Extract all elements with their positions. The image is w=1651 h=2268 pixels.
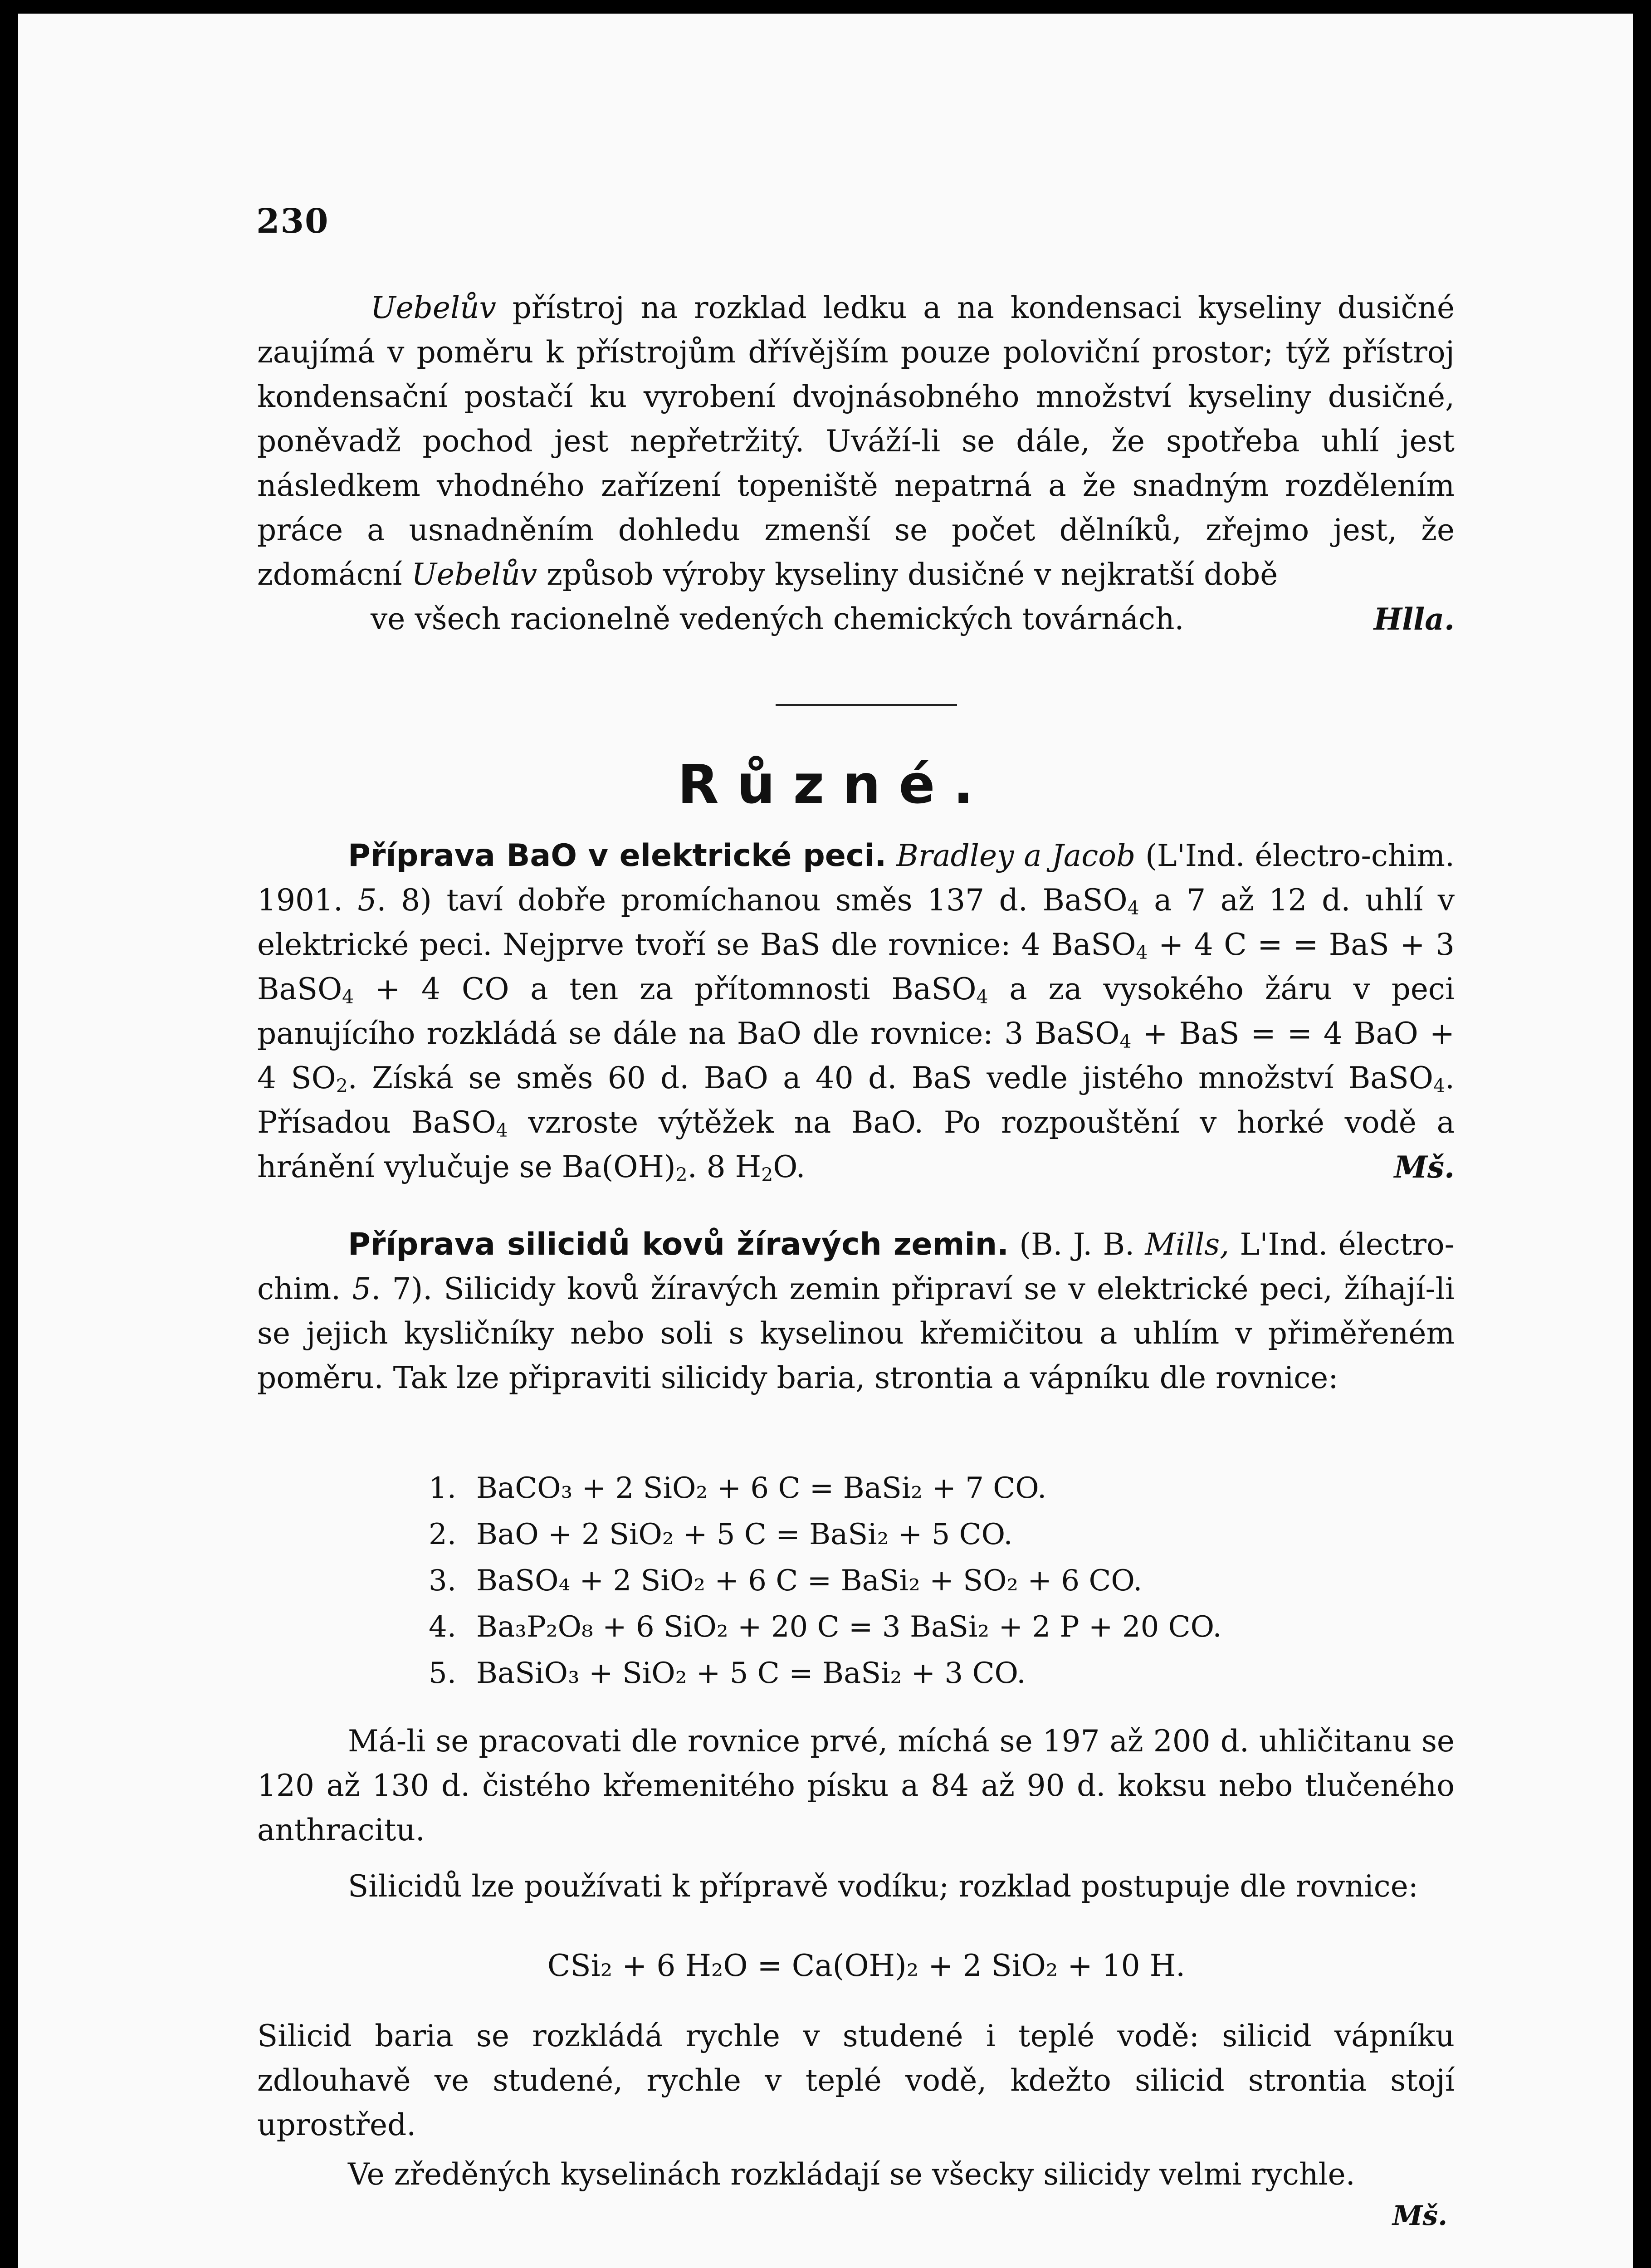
author-name: Uebelův [371, 290, 496, 325]
paragraph-text: (L'Ind. électro-chim. 1901. [257, 838, 1455, 918]
equation-number: 5. [429, 1657, 457, 1690]
subscript: 4 [496, 1119, 508, 1141]
paragraph-text: . Získá se směs 60 d. BaO a 40 d. BaS vedle jistého množství BaSO [347, 1061, 1433, 1095]
subscript: 4 [1433, 1075, 1446, 1097]
paragraph-text: a 7 až 12 d. uhlí v elektrické peci. Nejprve tvoří se BaS dle rovnice: 4 BaSO [257, 883, 1455, 962]
equation-row [429, 1558, 1222, 1604]
paragraph-vodik: Silicidů lze používati k přípravě vodíku; rozklad postupuje dle rovnice: [348, 1869, 1419, 1904]
paragraph-text: (B. J. B. [1008, 1227, 1145, 1262]
article-title: Příprava BaO v elektrické peci. [348, 838, 887, 874]
paragraph-text: způsob výroby kyseliny dusičné v nejkratší době [537, 557, 1278, 592]
equation-text: BaSiO₃ + SiO₂ + 5 C = BaSi₂ + 3 CO. [476, 1657, 1026, 1690]
paragraph-text: . 7). Silicidy kovů žíravých zemin připraví se v elektrické peci, žíhají-li se jejich kysličníky nebo soli s kyselinou křemičitou a uhlím v přiměřeném poměru. Tak lze připraviti silicidy baria, strontia a vápníku dle rovnice: [257, 1271, 1455, 1395]
section-heading: Různé. [677, 753, 992, 816]
document-page [18, 14, 1633, 2268]
paragraph-text: L'Ind. électro-chim. [257, 1227, 1455, 1306]
equation-row [429, 1604, 1222, 1650]
author-signature: Hlla. [1373, 601, 1455, 637]
subscript: 4 [342, 986, 354, 1008]
equation-number: 4. [429, 1610, 457, 1644]
author-name: Uebelův [411, 557, 537, 592]
article-authors: Bradley a Jacob [896, 838, 1136, 873]
paragraph-last-line: ve všech racionelně vedených chemických továrnách. [371, 601, 1184, 636]
paragraph-text: + BaS = = 4 BaO + 4 SO [257, 1016, 1455, 1095]
paragraph-bao [257, 834, 1455, 1189]
paragraph-text: . 8 H [687, 1149, 762, 1184]
subscript: 2 [761, 1164, 773, 1186]
equation-list [429, 1465, 1222, 1696]
subscript: 4 [1127, 897, 1139, 919]
paragraph-text: přístroj na rozklad ledku a na kondensaci kyseliny dusičné zaujímá v poměru k přístrojům dřívějším pouze poloviční prostor; týž přístroj kondensační postačí ku vyrobení dvojnásobného množství kyseliny dusičné, poněvadž pochod jest nepřetržitý. Uváží-li se dále, že spotřeba uhlí jest následkem vhodného zařízení topeniště nepatrná a že snadným rozdělením práce a usnadněním dohledu zmenší se počet dělníků, zřejmo jest, že zdomácní [257, 290, 1455, 592]
equation-text: BaSO₄ + 2 SiO₂ + 6 C = BaSi₂ + SO₂ + 6 CO. [476, 1564, 1143, 1598]
equation-text: BaO + 2 SiO₂ + 5 C = BaSi₂ + 5 CO. [476, 1518, 1013, 1551]
author-signature: Mš. [1394, 1149, 1455, 1185]
paragraph-rozklad: Silicid baria se rozkládá rychle v studené i teplé vodě: silicid vápníku zdlouhavě ve studené, rychle v teplé vodě, kdežto silicid strontia stojí uprostřed. [257, 2019, 1455, 2142]
subscript: 2 [336, 1075, 348, 1097]
equation-number: 1. [429, 1471, 457, 1505]
article-title: Příprava silicidů kovů žíravých zemin. [348, 1227, 1009, 1262]
article-author: Mills, [1145, 1227, 1230, 1262]
paragraph-kyseliny: Ve zředěných kyselinách rozkládají se všecky silicidy velmi rychle. [348, 2157, 1355, 2192]
author-signature: Mš. [1392, 2200, 1448, 2232]
equation-number: 2. [429, 1518, 457, 1551]
equation-number: 3. [429, 1564, 457, 1598]
paragraph-text: a za vysokého žáru v peci panujícího rozkládá se dále na BaO dle rovnice: 3 BaSO [257, 972, 1455, 1051]
paragraph-signoff [257, 597, 1455, 641]
paragraph-text: + 4 C = = BaS + 3 BaSO [257, 927, 1455, 1007]
issue-number: 5 [352, 1271, 371, 1306]
equation-row [429, 1511, 1222, 1558]
equation-text: BaCO₃ + 2 SiO₂ + 6 C = BaSi₂ + 7 CO. [476, 1471, 1047, 1505]
equation-text: Ba₃P₂O₈ + 6 SiO₂ + 20 C = 3 BaSi₂ + 2 P + 20 CO. [476, 1610, 1222, 1644]
paragraph-text: vzroste výtěžek na BaO. Po rozpouštění v horké vodě a hránění vylučuje se Ba(OH) [257, 1105, 1455, 1184]
subscript: 4 [1119, 1031, 1132, 1052]
equation-row [429, 1650, 1222, 1696]
subscript: 4 [1136, 942, 1148, 963]
subscript: 4 [976, 986, 988, 1008]
paragraph-text: . 8) taví dobře promíchanou směs 137 d. BaSO [376, 883, 1128, 918]
paragraph-text: . Přísadou BaSO [257, 1061, 1455, 1140]
page-number: 230 [256, 202, 329, 241]
centered-equation: CSi₂ + 6 H₂O = Ca(OH)₂ + 2 SiO₂ + 10 H. [547, 1948, 1186, 1983]
issue-number: 5 [357, 883, 377, 918]
paragraph-prve: Má-li se pracovati dle rovnice prvé, míchá se 197 až 200 d. uhličitanu se 120 až 130 d. čistého křemenitého písku a 84 až 90 d. koksu nebo tlučeného anthracitu. [257, 1724, 1455, 1848]
paragraph-silicid [257, 1222, 1455, 1400]
subscript: 2 [675, 1164, 688, 1186]
paragraph-text: O. [773, 1149, 806, 1184]
paragraph-text: + 4 CO a ten za přítomnosti BaSO [354, 972, 977, 1007]
paragraph-uebel [257, 286, 1455, 641]
equation-row [429, 1465, 1222, 1511]
section-divider [776, 704, 957, 706]
